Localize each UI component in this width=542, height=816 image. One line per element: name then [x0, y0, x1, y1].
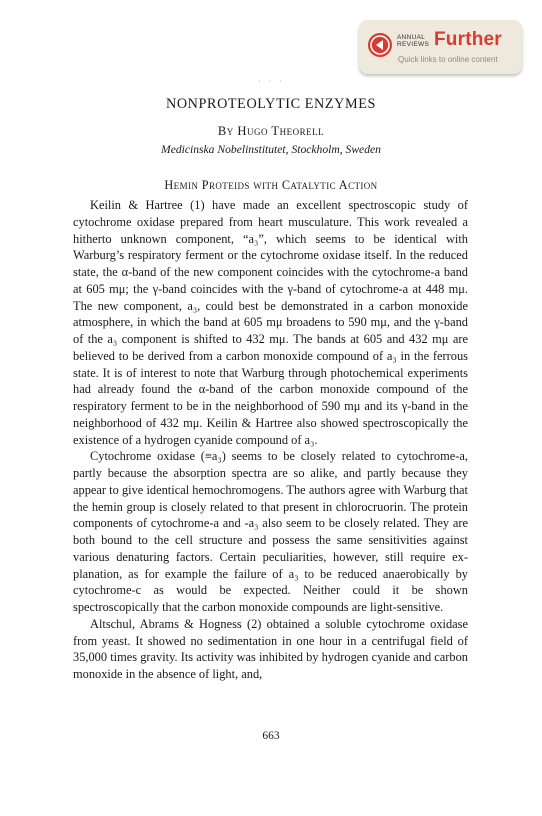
paragraph: Cytochrome oxidase (≡a₃) seems to be closely related to cytochrome-a, partly because the absorption spectra are so alike, and partly because they appear to give identical hemochromogens. The authors agree with Warburg that the hemin group is closely related to that present in chlorocruorin. The protein components of cytochrome-a and -a₃ also seem to be closely related. They are both bound to the cell structure and possess the same sensitivities against various denaturing factors. Certain peculiarities, however, still require explanation, as for example the failure of a₃ to be reduced anaerobically by cytochrome-c as would be expected. Neither could it be shown spectroscopically that the carbon monoxide compounds are light-sensitive.	[73, 449, 468, 614]
decorative-dots: · · ·	[258, 77, 285, 86]
further-links-banner[interactable]	[359, 20, 522, 74]
banner-subtitle: Quick links to online content	[398, 55, 498, 64]
author-name: Hugo Theorell	[237, 124, 325, 138]
article-title: NONPROTEOLYTIC ENZYMES	[165, 96, 376, 112]
page-number: 663	[262, 730, 280, 742]
paragraph: Altschul, Abrams & Hogness (2) obtained a soluble cytochrome oxidase from yeast. It showed no sedimentation in one hour in a centrifugal field of 35,000 times gravity. Its activity was inhibited by hydrogen cyanide and carbon monoxide in the absence of light, and,	[73, 616, 468, 681]
section-heading: Hemin Proteids with Catalytic Action	[164, 178, 378, 192]
affiliation: Medicinska Nobelinstitutet, Stockholm, Sweden	[161, 143, 381, 156]
annual-reviews-brand: ANNUAL REVIEWS	[397, 34, 430, 48]
paragraph: Keilin & Hartree (1) have made an excellent spectroscopic study of cytochrome oxidase prepared from heart musculature. This work revealed a hitherto unknown component, “a₃”, which seems to be identical with Warburg’s respiratory ferment or the cytochrome oxidase itself. In the reduced state, the α-band of the new component coincides with the cytochrome-a band at 605 mμ; the γ-band coincides with the γ-band of cytochrome-a at 448 mμ. The new component, a₃, could best be demonstrated in a carbon monoxide atmosphere, in which the band at 605 mμ broadens to 590 mμ, and the γ-band of the a₃ component is shifted to 432 mμ. The bands at 605 and 432 mμ are believed to be derived from a carbon monoxide compound of a₃ in the ferrous state. It is of interest to note that Warburg through photochemical experiments had already found the α-band of the carbon monoxide compound of the respiratory ferment to be in the neighborhood of 590 mμ and its γ-band in the neighborhood of 432 mμ. Keilin & Hartree also showed spectroscopically the existence of a hydrogen cyanide compound of a₃.	[73, 198, 468, 447]
author-line: By Hugo Theorell	[217, 124, 325, 138]
circle-arrow-icon	[367, 32, 393, 58]
article-body	[73, 197, 468, 683]
further-label: Further	[434, 29, 502, 50]
